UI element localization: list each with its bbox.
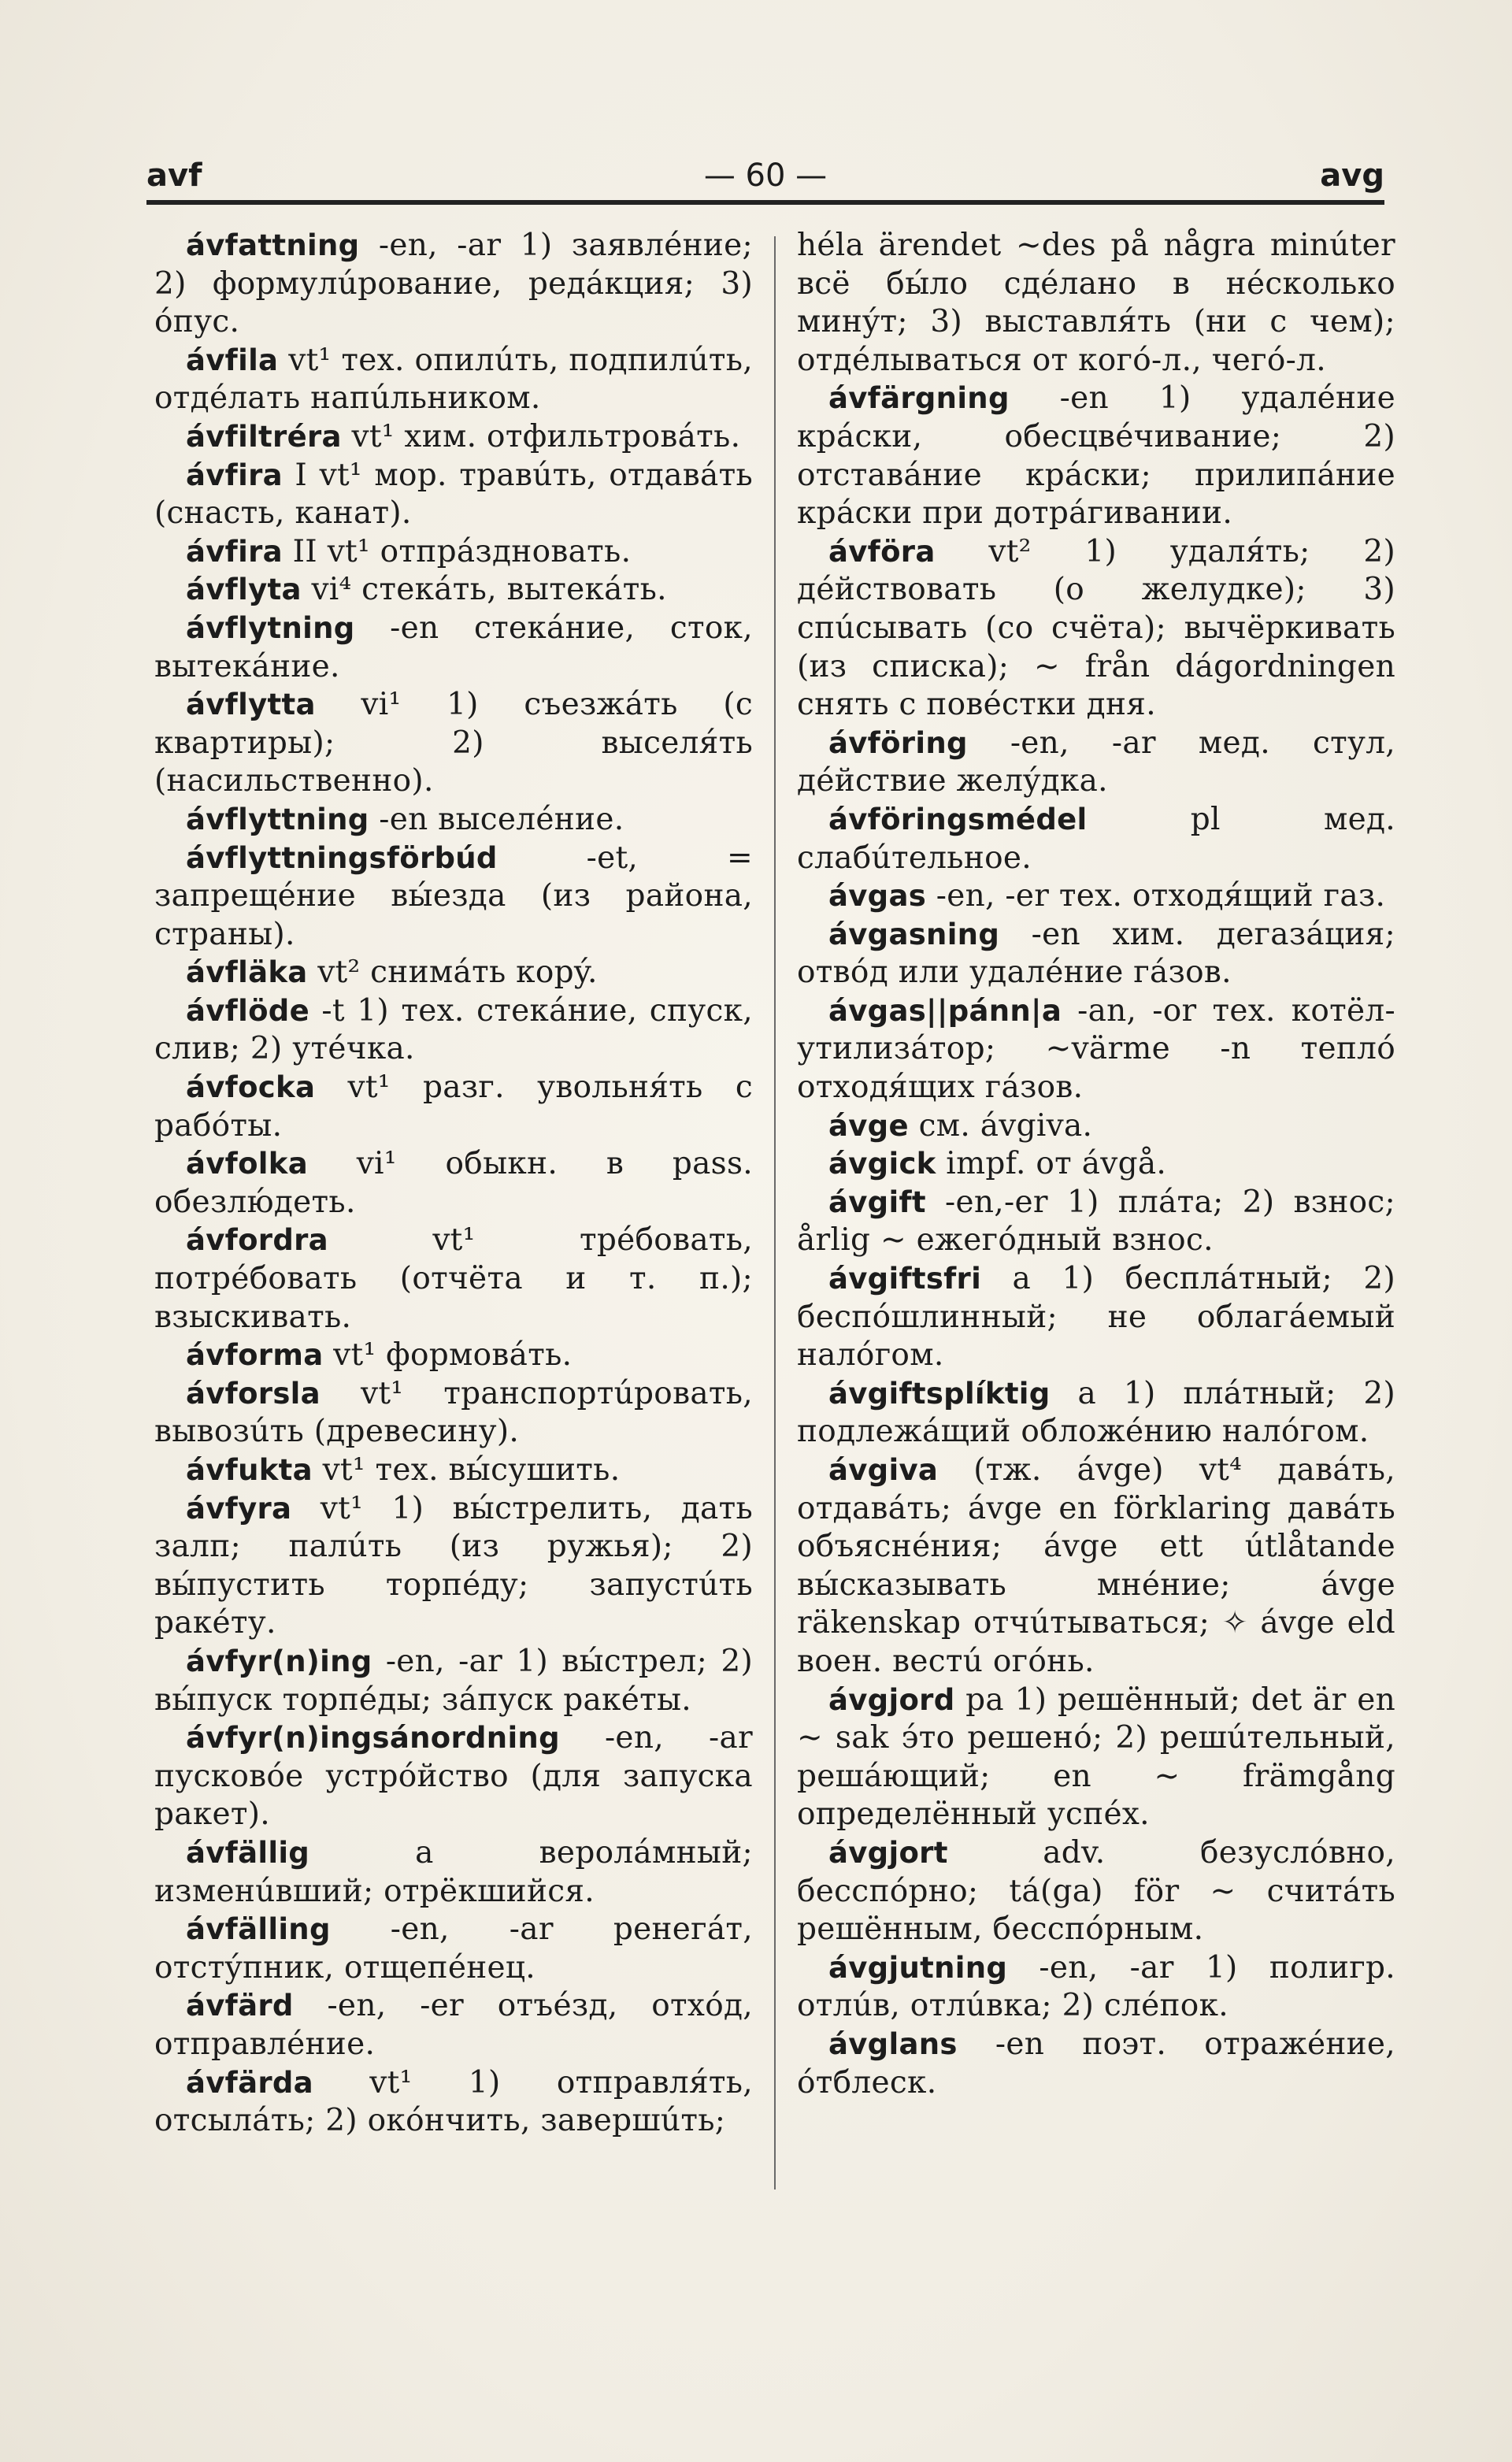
entry-text: vt¹ тех. вы́сушить. — [312, 1452, 621, 1488]
entry-text: vi⁴ стекáть, вытекáть. — [301, 572, 667, 608]
headword: ávfyr(n)ingsánordning — [186, 1721, 560, 1756]
dictionary-entry — [797, 1949, 1395, 2026]
entry-text: vt¹ формовáть. — [323, 1337, 573, 1374]
dictionary-entry — [797, 1184, 1395, 1260]
dictionary-entry — [154, 1987, 753, 2063]
dictionary-entry — [154, 1375, 753, 1452]
headword: ávföringsmédel — [828, 802, 1088, 836]
dictionary-entry — [797, 916, 1395, 992]
headword: ávföring — [828, 725, 968, 760]
entry-text: -en, -ar ренегáт, отстýпник, отщепéнец. — [154, 1911, 753, 1986]
dictionary-entry — [154, 1452, 753, 1490]
headword: ávgiftsplíktig — [828, 1376, 1051, 1411]
entry-text: -en поэт. отражéние, óтблеск. — [797, 2026, 1395, 2100]
entry-text: I vt¹ мор. травúть, отдавáть (снасть, канат). — [154, 457, 753, 532]
headword: ávfila — [186, 343, 279, 377]
dictionary-entry — [154, 686, 753, 801]
headword: ávgiftsfri — [828, 1262, 982, 1296]
dictionary-entry — [154, 1643, 753, 1719]
entry-text: -en,-er 1) плáта; 2) взнос; årlig ~ ежегóдный взнос. — [797, 1184, 1395, 1259]
entry-text: II vt¹ отпрáздновать. — [282, 533, 632, 569]
entry-text: a 1) плáтный; 2) подлежáщий обложéнию налóгом. — [797, 1375, 1395, 1450]
dictionary-entry — [797, 533, 1395, 725]
header-rule — [146, 200, 1384, 205]
headword: ávfattning — [186, 228, 360, 262]
entry-text: -t 1) тех. стекáние, спуск, слив; 2) утéчка. — [154, 992, 753, 1067]
dictionary-entry — [154, 1490, 753, 1643]
dictionary-entry — [154, 1834, 753, 1911]
headword: ávfira — [186, 458, 283, 492]
headword: ávflytta — [186, 688, 316, 722]
page-number: — 60 — — [703, 158, 828, 194]
dictionary-entry — [797, 877, 1395, 916]
left-column — [154, 227, 753, 2141]
entry-text: impf. от ávgå. — [936, 1146, 1167, 1182]
headword: ávflytning — [186, 610, 355, 645]
dictionary-entry — [154, 1145, 753, 1222]
headword: ávgiva — [828, 1453, 939, 1487]
headword: ávgjort — [828, 1835, 948, 1870]
dictionary-entry — [154, 2064, 753, 2141]
headword: ávflöde — [186, 993, 309, 1028]
entry-text: vt¹ транспортúровать, вывозúть (древесину). — [154, 1375, 753, 1450]
entry-text: -en хим. дегазáция; отвóд или удалéние гáзов. — [797, 916, 1395, 991]
dictionary-entry — [797, 992, 1395, 1107]
headword: ávfärgning — [828, 381, 1010, 416]
entry-text: -en стекáние, сток, вытекáние. — [154, 610, 753, 684]
dictionary-entry — [154, 533, 753, 572]
dictionary-entry — [797, 1682, 1395, 1834]
headword: ávfolka — [186, 1147, 308, 1181]
dictionary-entry — [154, 1069, 753, 1145]
headword: ávgjutning — [828, 1950, 1008, 1985]
dictionary-entry — [797, 801, 1395, 877]
dictionary-entry — [797, 1375, 1395, 1452]
entry-text: adv. безуслóвно, бесспóрно; tá(ga) för ~ считáть решённым, бесспóрным. — [797, 1834, 1395, 1948]
headword: ávfordra — [186, 1223, 328, 1258]
headword: ávflyta — [186, 573, 302, 607]
entry-text: vt² 1) удаля́ть; 2) дéйствовать (о желудке); 3) спúсывать (со счёта); вычёркивать (из списка); ~ från dágordningen снять с повéстки дня. — [797, 533, 1395, 723]
column-divider — [774, 236, 776, 2189]
entry-text: -en, -er тех. отходя́щий газ. — [926, 878, 1386, 914]
dictionary-entry — [154, 1222, 753, 1337]
entry-text: vt¹ 1) отправля́ть, отсылáть; 2) окóнчить, завершúть; — [154, 2064, 753, 2139]
entry-text: vt¹ трéбовать, потрéбовать (отчёта и т. п.); взыскивать. — [154, 1222, 753, 1335]
dictionary-entry — [797, 1452, 1395, 1682]
entry-text: -an, -or тех. котёл-утилизáтор; ~värme -n теплó отходя́щих гáзов. — [797, 992, 1395, 1106]
header-left-guide-word: avf — [146, 158, 202, 194]
headword: ávfällig — [186, 1835, 310, 1870]
headword: ávfyr(n)ing — [186, 1644, 372, 1678]
headword: ávgas||pánn|a — [828, 993, 1062, 1028]
headword: ávföra — [828, 534, 936, 569]
dictionary-entry — [154, 1337, 753, 1375]
entry-text: -et, = запрещéние вы́езда (из района, страны). — [154, 840, 753, 952]
dictionary-entry — [797, 1834, 1395, 1949]
entry-text: vi¹ обыкн. в pass. обезлю́деть. — [154, 1146, 753, 1220]
headword: ávgas — [828, 879, 927, 914]
dictionary-entry — [797, 725, 1395, 801]
entry-text: -en, -ar 1) вы́стрел; 2) вы́пуск торпéды; зáпуск ракéты. — [154, 1643, 753, 1718]
dictionary-entry — [154, 227, 753, 342]
dictionary-entry — [797, 2026, 1395, 2102]
headword: ávgick — [828, 1147, 936, 1181]
headword: ávfärda — [186, 2065, 313, 2100]
entry-text: vt¹ тех. опилúть, подпилúть, отдéлать напúльником. — [154, 342, 753, 417]
headword: ávfyra — [186, 1491, 292, 1526]
entry-text: -en 1) удалéние крáски, обесцвéчивание; 2) отставáние крáски; прилипáние крáски при дотрáгивании. — [797, 380, 1395, 532]
dictionary-entry — [154, 992, 753, 1069]
headword: ávgasning — [828, 917, 1000, 951]
entry-text: a верола́мный; изменúвший; отрёкшийся. — [154, 1834, 753, 1909]
headword: ávfiltréra — [186, 419, 342, 454]
entry-text: -en, -ar 1) полигр. отлúв, отлúвка; 2) слéпок. — [797, 1949, 1395, 2024]
headword: ávfira — [186, 534, 283, 569]
entry-text: vi¹ 1) съезжáть (с квартиры); 2) выселя́ть (насильственно). — [154, 687, 753, 799]
dictionary-entry — [154, 342, 753, 418]
entry-text: -en, -ar мед. стул, дéйствие желýдка. — [797, 725, 1395, 799]
entry-text: см. ávgiva. — [908, 1107, 1093, 1144]
dictionary-entry — [154, 457, 753, 533]
dictionary-entry — [154, 571, 753, 610]
dictionary-entry — [797, 1107, 1395, 1146]
right-column — [797, 227, 1395, 2102]
headword: ávge — [828, 1108, 909, 1143]
dictionary-entry — [154, 840, 753, 955]
entry-text: -en, -er отъéзд, отхóд, отправлéние. — [154, 1988, 753, 2062]
entry-text: vt¹ 1) вы́стрелить, дать залп; палúть (из ружья); 2) вы́пустить торпéду; запустúть ракéту. — [154, 1490, 753, 1641]
entry-text: pl мед. слабúтельное. — [797, 801, 1395, 876]
headword: ávfärd — [186, 1989, 294, 2023]
entry-text: -en, -ar пусковóе устрóйство (для запуска ракет). — [154, 1720, 753, 1833]
entry-text: pa 1) решённый; det är en ~ sak э́то решенó; 2) решúтельный, решáющий; en ~ främgång определённый успéх. — [797, 1682, 1395, 1833]
dictionary-entry — [797, 1260, 1395, 1375]
dictionary-entry — [154, 954, 753, 992]
page-header — [146, 158, 1384, 202]
headword: ávfälling — [186, 1912, 331, 1947]
dictionary-entry — [154, 801, 753, 840]
dictionary-entry — [797, 380, 1395, 532]
headword: ávfocka — [186, 1070, 316, 1105]
headword: ávflyttning — [186, 802, 369, 836]
entry-text: -en выселéние. — [369, 801, 624, 837]
headword: ávglans — [828, 2026, 958, 2061]
dictionary-entry — [154, 1911, 753, 1987]
entry-text: vt² снимáть корý. — [307, 955, 598, 991]
header-right-guide-word: avg — [1320, 158, 1384, 194]
entry-text: a 1) бесплáтный; 2) беспóшлинный; не облагáемый налóгом. — [797, 1261, 1395, 1374]
headword: ávgift — [828, 1185, 926, 1219]
entry-text: -en, -ar 1) заявлéние; 2) формулúрование, редáкция; 3) óпус. — [154, 228, 753, 340]
headword: ávforma — [186, 1338, 324, 1373]
entry-text: vt¹ разг. увольня́ть с рабóты. — [154, 1070, 753, 1144]
headword: ávgjord — [828, 1682, 955, 1717]
headword: ávfläka — [186, 955, 308, 990]
entry-text: (тж. ávge) vt⁴ давáть, отдавáть; ávge en förklaring давáть объяснéния; ávge ett útlåtande вы́сказывать мнéние; ávge räkenskap отчúтываться; ✧ ávge eld воен. вестú огóнь. — [797, 1452, 1395, 1679]
dictionary-entry — [154, 1719, 753, 1834]
entry-continuation: héla ärendet ~des på några minúter всё бы́ло сдéлано в нéсколько минýт; 3) выставля́ть (ни с чем); отдéлываться от когó-л., чегó-л. — [797, 228, 1395, 378]
headword: ávflyttningsförbúd — [186, 840, 498, 875]
headword: ávforsla — [186, 1376, 321, 1411]
dictionary-entry — [797, 1145, 1395, 1184]
entry-text: vt¹ хим. отфильтровáть. — [341, 418, 741, 454]
dictionary-entry — [154, 610, 753, 686]
headword: ávfukta — [186, 1453, 313, 1487]
dictionary-entry — [154, 418, 753, 457]
